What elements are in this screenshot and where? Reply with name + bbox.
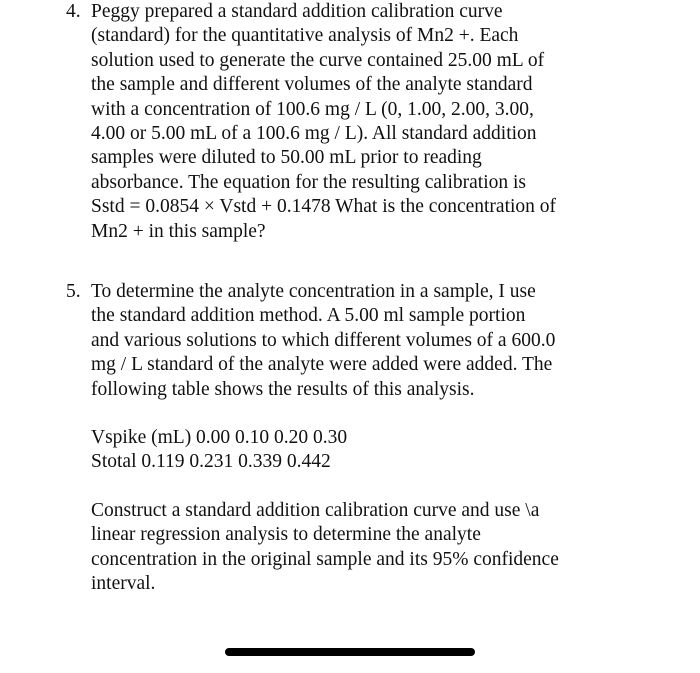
data-table-row-vspike: Vspike (mL) 0.00 0.10 0.20 0.30 — [91, 427, 348, 449]
question-4-line: Sstd = 0.0854 × Vstd + 0.1478 What is the concentration of — [91, 196, 557, 218]
question-5-intro-line: the standard addition method. A 5.00 ml sample portion — [91, 305, 526, 327]
question-4-line: solution used to generate the curve contained 25.00 mL of — [91, 49, 545, 71]
question-4-line: 4.00 or 5.00 mL of a 100.6 mg / L). All standard addition — [91, 123, 537, 145]
question-4-line: absorbance. The equation for the resulting calibration is — [91, 171, 526, 193]
question-4 — [66, 0, 626, 244]
question-5-data-table — [66, 426, 626, 475]
question-5-task — [66, 499, 626, 597]
question-4-number: 4. — [66, 1, 81, 22]
paragraph-gap — [66, 475, 626, 499]
question-4-line: Mn2 + in this sample? — [91, 220, 266, 242]
question-5-intro — [66, 280, 626, 402]
question-5-task-line: Construct a standard addition calibration curve and use \a — [91, 499, 540, 521]
question-4-line: samples were diluted to 50.00 mL prior to reading — [91, 147, 482, 169]
question-5-intro-line: To determine the analyte concentration in a sample, I use — [91, 281, 536, 302]
question-4-line: the sample and different volumes of the analyte standard — [91, 74, 533, 96]
question-4-line: Peggy prepared a standard addition calibration curve — [91, 1, 503, 22]
question-5-number: 5. — [66, 281, 81, 302]
question-5-intro-line: following table shows the results of this analysis. — [91, 378, 475, 400]
question-5 — [66, 280, 626, 596]
question-5-intro-line: mg / L standard of the analyte were added were added. The — [91, 354, 553, 376]
question-5-intro-line: and various solutions to which different volumes of a 600.0 — [91, 329, 556, 351]
paragraph-gap — [66, 402, 626, 426]
question-5-task-line: interval. — [91, 573, 156, 595]
question-5-task-line: concentration in the original sample and its 95% confidence — [91, 548, 559, 570]
question-4-line: (standard) for the quantitative analysis of Mn2 +. Each — [91, 25, 519, 47]
question-5-task-line: linear regression analysis to determine the analyte — [91, 524, 481, 546]
home-indicator-bar[interactable] — [225, 648, 475, 656]
data-table-row-stotal: Stotal 0.119 0.231 0.339 0.442 — [91, 451, 331, 473]
question-4-line: with a concentration of 100.6 mg / L (0, 1.00, 2.00, 3.00, — [91, 98, 534, 120]
